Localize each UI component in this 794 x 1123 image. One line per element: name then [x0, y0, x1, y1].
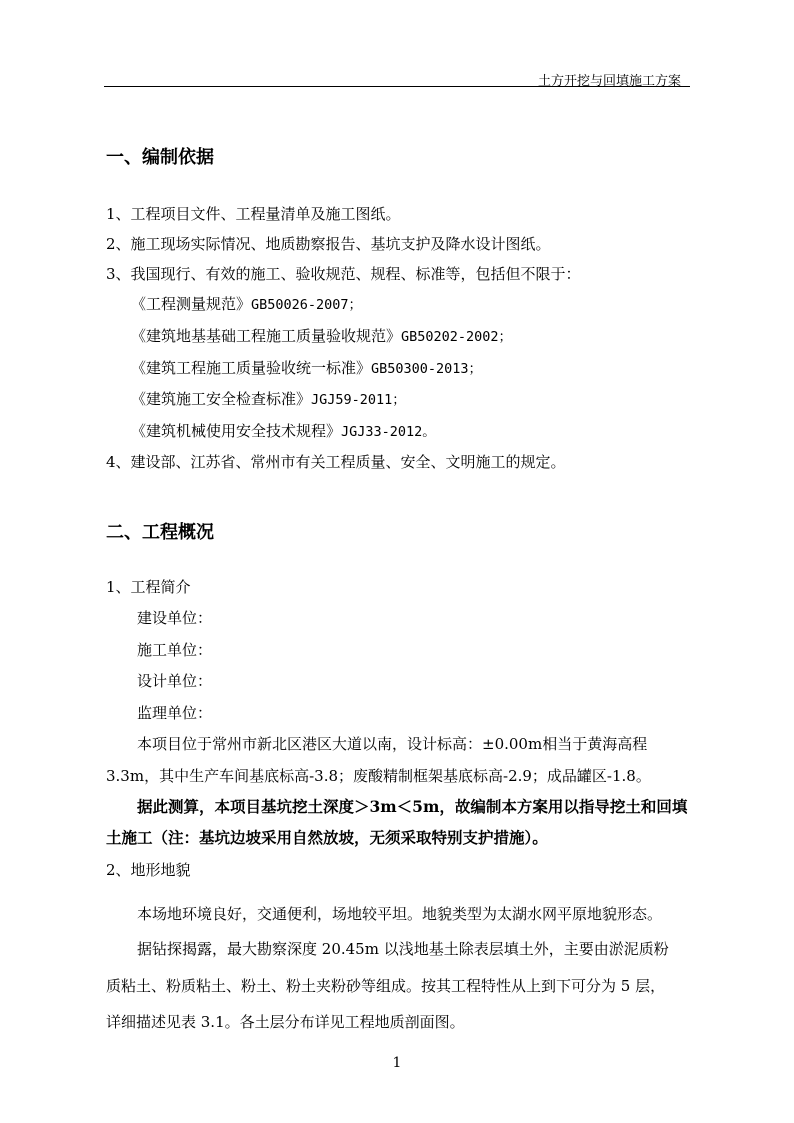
standard-line-2: [131, 326, 512, 347]
subheading-project-intro: 1、工程简介: [106, 578, 191, 596]
bold-note-line-1: 据此测算，本项目基坑挖土深度＞3m＜5m，故编制本方案用以指导挖土和回填: [137, 797, 688, 816]
unit-label-contractor: 施工单位：: [137, 641, 213, 659]
basis-item-3: 3、我国现行、有效的施工、验收规范、规程、标准等，包括但不限于：: [106, 265, 581, 283]
terrain-paragraph: 本场地环境良好，交通便利，场地较平坦。地貌类型为太湖水网平原地貌形态。: [137, 905, 663, 923]
standard-name: 《建筑工程施工质量验收统一标准》: [131, 359, 372, 377]
basis-item-4: 4、建设部、江苏省、常州市有关工程质量、安全、文明施工的规定。: [106, 453, 566, 471]
basis-item-1: 1、工程项目文件、工程量清单及施工图纸。: [106, 205, 401, 223]
standard-code: JGJ59-2011；: [311, 392, 406, 408]
subheading-terrain: 2、地形地貌: [106, 861, 191, 879]
location-paragraph-line-1: 本项目位于常州市新北区港区大道以南，设计标高：±0.00m相当于黄海高程: [137, 735, 648, 753]
page-number: 1: [392, 1055, 402, 1071]
standard-name: 《建筑机械使用安全技术规程》: [131, 422, 342, 440]
bold-note-line-2: 土施工（注：基坑边坡采用自然放坡，无须采取特别支护措施）。: [106, 828, 548, 847]
standard-line-1: [131, 294, 362, 315]
standard-name: 《建筑施工安全检查标准》: [131, 390, 312, 408]
standard-line-4: [131, 389, 406, 410]
standard-code: GB50300-2013；: [371, 361, 483, 377]
drilling-paragraph-line-2: 质粘土、粉质粘土、粉土、粉土夹粉砂等组成。按其工程特性从上到下可分为 5 层，: [106, 977, 666, 995]
section-heading-overview: 二、工程概况: [106, 522, 214, 543]
standard-line-5: [131, 421, 436, 442]
standard-code: GB50026-2007；: [251, 297, 363, 313]
drilling-paragraph-line-1: 据钻探揭露，最大勘察深度 20.45m 以浅地基土除表层填土外，主要由淤泥质粉: [137, 940, 669, 958]
unit-label-supervisor: 监理单位：: [137, 704, 213, 722]
basis-item-2: 2、施工现场实际情况、地质勘察报告、基坑支护及降水设计图纸。: [106, 235, 551, 253]
standard-code: JGJ33-2012。: [341, 424, 436, 440]
standard-name: 《建筑地基基础工程施工质量验收规范》: [131, 327, 402, 345]
location-paragraph-line-2: 3.3m，其中生产车间基底标高-3.8；废酸精制框架基底标高-2.9；成品罐区-1.8。: [106, 767, 651, 785]
unit-label-owner: 建设单位：: [137, 609, 213, 627]
drilling-paragraph-line-3: 详细描述见表 3.1。各土层分布详见工程地质剖面图。: [106, 1013, 465, 1031]
standard-name: 《工程测量规范》: [131, 295, 252, 313]
header-title: 土方开挖与回填施工方案: [537, 74, 681, 89]
standard-line-3: [131, 358, 482, 379]
standard-code: GB50202-2002；: [401, 329, 513, 345]
unit-label-designer: 设计单位：: [137, 672, 213, 690]
section-heading-basis: 一、编制依据: [106, 147, 214, 168]
header-rule: [104, 86, 690, 87]
